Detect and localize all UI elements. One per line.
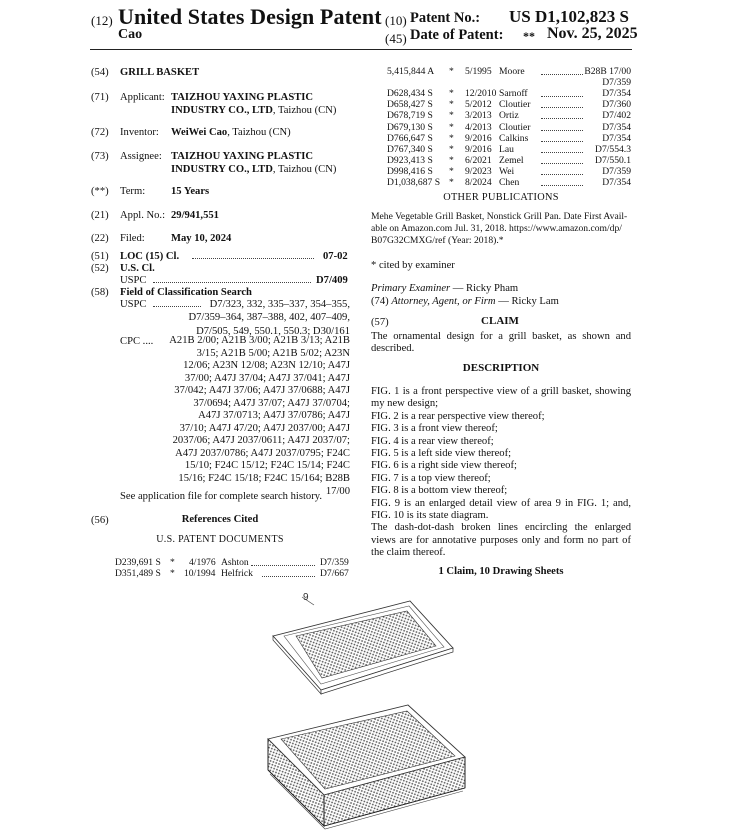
cite-class: D7/354 xyxy=(602,177,631,188)
cite-date: 5/1995 xyxy=(465,66,492,77)
cpc-line: 15/10; F24C 15/12; F24C 15/14; F24C xyxy=(184,460,350,472)
fig-line: FIG. 10 is its state diagram. xyxy=(371,509,489,521)
cite-star: * xyxy=(449,121,454,133)
cite-class: D7/360 xyxy=(602,99,631,111)
cite-name: Ortiz xyxy=(499,110,519,122)
cite-class: D7/354 xyxy=(602,88,631,100)
cite-number: D923,413 S xyxy=(387,154,433,166)
date-marker: ** xyxy=(523,29,535,43)
cite-date: 10/1994 xyxy=(184,568,216,579)
assignee-company: INDUSTRY CO., LTD xyxy=(171,164,273,175)
inventor-code: (72) xyxy=(91,127,109,138)
cite-number: D679,130 S xyxy=(387,121,433,133)
field-uspc-line: D7/323, 332, 335–337, 354–355, xyxy=(209,299,350,310)
cite-date: 8/2024 xyxy=(465,177,492,188)
cpc-line: 37/0694; A47J 37/07; A47J 37/0704; xyxy=(193,397,350,409)
cite-star: * xyxy=(449,66,454,77)
type-code: (12) xyxy=(91,13,113,28)
cite-class: D7/359 xyxy=(602,165,631,177)
loc-code: (51) xyxy=(91,251,109,262)
date-code: (45) xyxy=(385,31,407,46)
cited-by-examiner: * cited by examiner xyxy=(371,260,455,271)
title-code: (54) xyxy=(91,67,109,78)
primary-examiner: Primary Examiner — Ricky Pham xyxy=(371,283,519,294)
cpc-line: A47J 37/0713; A47J 37/0786; A47J xyxy=(198,410,350,422)
cite-date: 9/2023 xyxy=(465,165,492,177)
cite-number: D678,719 S xyxy=(387,110,433,122)
patent-date: Nov. 25, 2025 xyxy=(547,25,638,42)
cite-star: * xyxy=(449,110,454,122)
filed-code: (22) xyxy=(91,233,109,244)
cite-star: * xyxy=(449,177,454,188)
field-search-label: Field of Classification Search xyxy=(120,287,252,298)
cite-number: D239,691 S xyxy=(115,557,161,568)
search-history-note: See application file for complete search history. xyxy=(120,491,322,502)
cite-class: D7/667 xyxy=(320,568,349,579)
reference-numeral: 9 xyxy=(303,592,309,603)
invention-title: GRILL BASKET xyxy=(120,67,200,78)
cite-date: 4/2013 xyxy=(465,121,492,133)
cite-date: 9/2016 xyxy=(465,132,492,144)
cite-name: Ashton xyxy=(221,557,249,568)
cite-class: D7/354 xyxy=(602,132,631,144)
term-code: (**) xyxy=(91,186,109,197)
other-pubs-line: Mehe Vegetable Grill Basket, Nonstick Grill Pan. Date First Avail- xyxy=(371,211,628,222)
cpc-label: CPC .... xyxy=(120,336,154,347)
cpc-line: 2037/06; A47J 2037/0611; A47J 2037/07; xyxy=(172,435,350,447)
cpc-line: A47J 2037/0786; A47J 2037/0795; F24C xyxy=(175,447,350,459)
field-code: (58) xyxy=(91,287,109,298)
cite-name: Moore xyxy=(499,66,525,77)
attorney-label: Attorney, Agent, or Firm xyxy=(391,296,496,307)
applicant-code: (71) xyxy=(91,92,109,103)
patent-number: US D1,102,823 S xyxy=(509,7,629,26)
cite-name: Wei xyxy=(499,165,515,177)
cpc-line: 37/10; A47J 47/20; A47J 2037/00; A47J xyxy=(179,422,350,434)
assignee-label: Assignee: xyxy=(120,151,162,162)
field-uspc-line: D7/505, 549, 550.1, 550.3; D30/161 xyxy=(196,325,350,337)
claim-line: described. xyxy=(371,343,415,355)
term-label: Term: xyxy=(120,186,146,197)
cite-name: Calkins xyxy=(499,132,529,144)
cite-number: D351,489 S xyxy=(115,568,161,579)
other-pubs-line: B07G32CMXG/ref (Year: 2018).* xyxy=(371,235,504,246)
applicant-location: , Taizhou (CN) xyxy=(272,105,337,116)
applicant-line1: TAIZHOU YAXING PLASTIC xyxy=(171,92,314,103)
patent-no-code: (10) xyxy=(385,13,407,28)
cite-star: * xyxy=(449,88,454,100)
assignee-location: , Taizhou (CN) xyxy=(272,164,337,175)
claim-code: (57) xyxy=(371,317,389,328)
assignee-line1: TAIZHOU YAXING PLASTIC xyxy=(171,151,314,162)
cite-number: D628,434 S xyxy=(387,88,433,100)
fig-line: FIG. 7 is a top view thereof; xyxy=(371,472,491,484)
filed-label: Filed: xyxy=(120,233,145,244)
fig-line: The dash-dot-dash broken lines encircling the enlarged xyxy=(371,522,631,534)
uspc-value: D7/409 xyxy=(316,275,348,286)
attorney-name: Ricky Lam xyxy=(511,296,559,307)
uspc-label: USPC xyxy=(120,275,147,286)
cite-class: B28B 17/00 xyxy=(584,66,631,77)
fig-line: the claim thereof. xyxy=(371,547,446,559)
field-uspc-label: USPC xyxy=(120,299,147,310)
appl-label: Appl. No.: xyxy=(120,210,166,221)
cite-number: D658,427 S xyxy=(387,99,433,111)
cite-star: * xyxy=(449,154,454,166)
cite-star: * xyxy=(449,132,454,144)
cite-name: Cloutier xyxy=(499,99,531,111)
cite-date: 12/2010 xyxy=(465,88,497,100)
cite-class: D7/550.1 xyxy=(595,154,631,166)
cite-star: * xyxy=(449,143,454,155)
appl-number: 29/941,551 xyxy=(171,210,219,221)
cpc-line: 37/042; A47J 37/06; A47J 37/0688; A47J xyxy=(174,385,350,397)
patent-type-title: United States Design Patent xyxy=(118,4,382,29)
cite-class: D7/359 xyxy=(602,77,631,89)
filed-date: May 10, 2024 xyxy=(171,233,232,244)
cite-number: D1,038,687 S xyxy=(387,177,441,188)
cite-star: * xyxy=(170,568,175,579)
cite-number: D766,647 S xyxy=(387,132,433,144)
description-label: DESCRIPTION xyxy=(462,362,540,374)
cite-star: * xyxy=(449,165,454,177)
figure-perspective-view xyxy=(268,705,465,829)
cpc-line: 37/00; A47J 37/04; A47J 37/041; A47J xyxy=(184,372,350,384)
cite-name: Chen xyxy=(499,177,520,188)
cpc-line: 17/00 xyxy=(325,485,350,497)
cite-class: D7/359 xyxy=(320,557,349,568)
inventor-location: , Taizhou (CN) xyxy=(227,127,291,138)
us-docs-label: U.S. PATENT DOCUMENTS xyxy=(156,534,284,545)
examiner-label: Primary Examiner xyxy=(371,283,451,294)
applicant-label: Applicant: xyxy=(120,92,165,103)
cite-number: D767,340 S xyxy=(387,143,433,155)
cpc-line: 12/06; A23N 12/08; A23N 12/10; A47J xyxy=(183,360,350,372)
fig-line: views are for annotative purposes only and form no part of xyxy=(371,534,631,546)
uscl-code: (52) xyxy=(91,263,109,274)
fig-line: FIG. 3 is a front view thereof; xyxy=(371,423,498,435)
inventor-name: WeiWei Cao xyxy=(171,127,228,138)
fig-line: FIG. 8 is a bottom view thereof; xyxy=(371,485,508,497)
applicant-company: INDUSTRY CO., LTD xyxy=(171,105,273,116)
appl-code: (21) xyxy=(91,210,109,221)
uscl-label: U.S. Cl. xyxy=(120,263,155,274)
cite-class: D7/554.3 xyxy=(595,143,631,155)
inventor-short: Cao xyxy=(118,27,143,42)
fig-line: my new design; xyxy=(371,398,439,410)
loc-label: LOC (15) Cl. xyxy=(120,251,180,262)
cite-name: Sarnoff xyxy=(499,88,528,100)
date-label: Date of Patent: xyxy=(410,27,504,43)
loc-value: 07-02 xyxy=(323,251,348,262)
claim-label: CLAIM xyxy=(481,315,519,327)
claim-line: The ornamental design for a grill basket, as shown and xyxy=(371,331,631,342)
field-uspc-line: D7/359–364, 387–388, 402, 407–409, xyxy=(188,312,350,324)
fig-line: FIG. 1 is a front perspective view of a grill basket, showing xyxy=(371,386,631,397)
cite-name: Cloutier xyxy=(499,121,531,133)
fig-line: FIG. 4 is a rear view thereof; xyxy=(371,435,494,447)
refs-cited-label: References Cited xyxy=(181,514,259,525)
cpc-line: 15/16; F24C 15/18; F24C 15/164; B28B xyxy=(178,473,350,485)
cite-number: 5,415,844 A xyxy=(387,66,435,77)
cite-name: Zemel xyxy=(499,154,524,166)
cpc-line: 3/15; A21B 5/00; A21B 5/02; A23N xyxy=(196,347,350,359)
attorney: (74) Attorney, Agent, or Firm — Ricky Lam xyxy=(371,296,559,307)
other-pubs-label: OTHER PUBLICATIONS xyxy=(443,192,559,203)
cpc-line: A21B 2/00; A21B 3/00; A21B 3/13; A21B xyxy=(169,335,350,346)
attorney-code: (74) xyxy=(371,296,389,307)
fig-line: FIG. 5 is a left side view thereof; xyxy=(371,447,512,459)
fig-line: FIG. 9 is an enlarged detail view of area 9 in FIG. 1; and, xyxy=(371,497,631,509)
other-pubs-line: able on Amazon.com Jul. 31, 2018. https://www.amazon.com/dp/ xyxy=(371,223,622,234)
term-value: 15 Years xyxy=(171,186,210,197)
cite-date: 5/2012 xyxy=(465,99,492,111)
examiner-name: Ricky Pham xyxy=(466,283,519,294)
patent-no-label: Patent No.: xyxy=(410,10,481,26)
refs-code: (56) xyxy=(91,515,109,526)
fig-line: FIG. 2 is a rear perspective view thereof; xyxy=(371,410,545,422)
cite-date: 3/2013 xyxy=(465,110,492,122)
cite-name: Helfrick xyxy=(221,568,253,579)
assignee-code: (73) xyxy=(91,151,109,162)
cite-date: 4/1976 xyxy=(189,557,216,568)
cite-name: Lau xyxy=(499,143,514,155)
cite-date: 6/2021 xyxy=(465,154,492,166)
inventor-label: Inventor: xyxy=(120,127,159,138)
cite-star: * xyxy=(170,557,175,568)
cite-class: D7/354 xyxy=(602,121,631,133)
figure-top-view xyxy=(273,592,453,694)
cite-date: 9/2016 xyxy=(465,143,492,155)
fig-line: FIG. 6 is a right side view thereof; xyxy=(371,460,517,472)
cite-class: D7/402 xyxy=(602,110,631,122)
cite-number: D998,416 S xyxy=(387,165,433,177)
cite-star: * xyxy=(449,99,454,111)
claims-summary: 1 Claim, 10 Drawing Sheets xyxy=(438,566,564,577)
